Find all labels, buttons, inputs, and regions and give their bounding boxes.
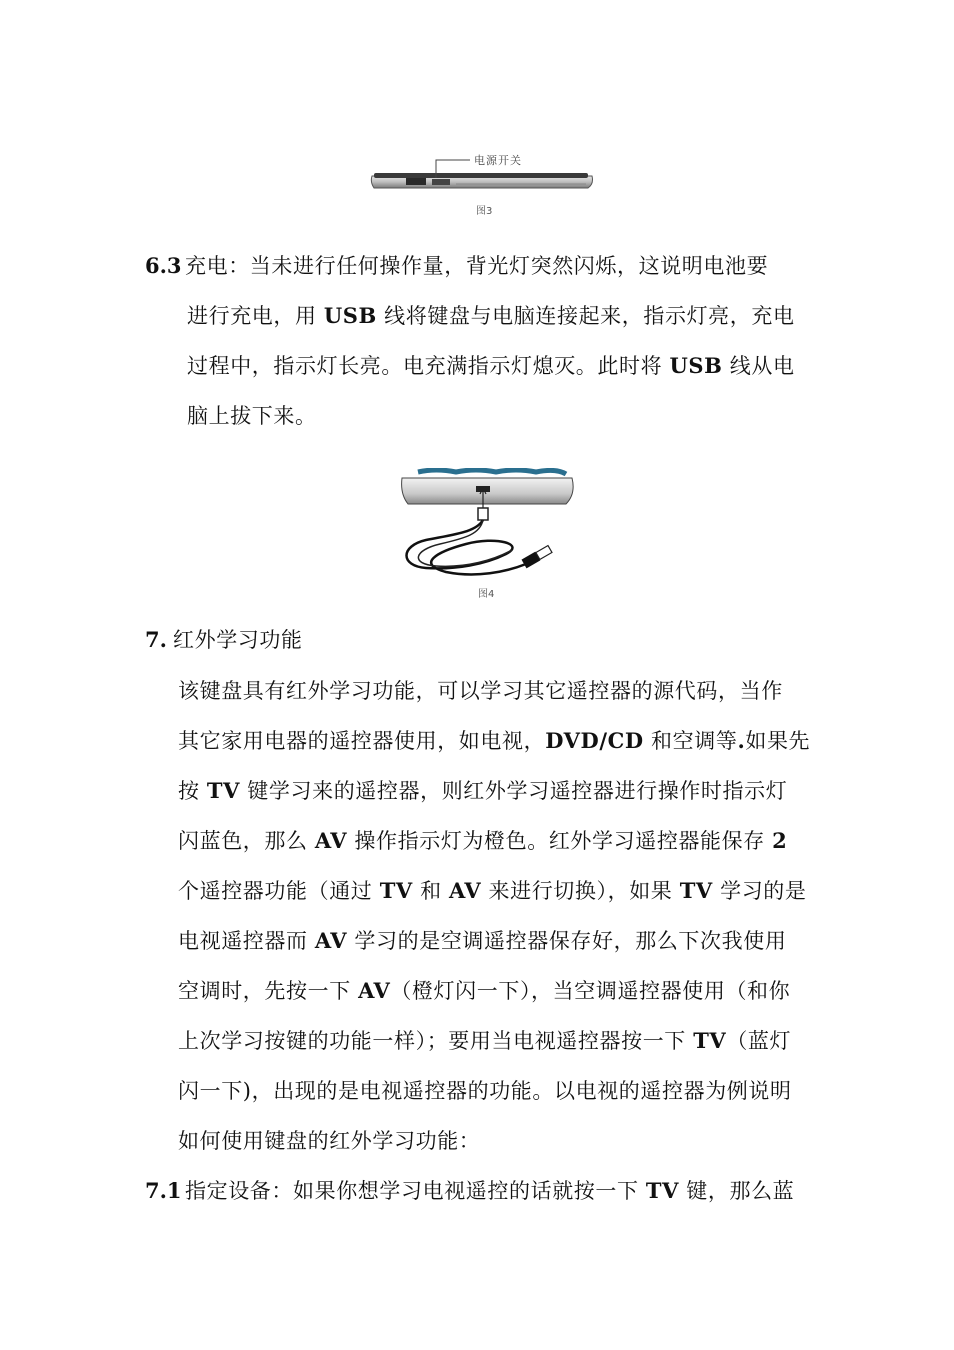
section-6-3-line: 进行充电，用 USB 线将键盘与电脑连接起来，指示灯亮，充电: [187, 303, 795, 328]
section-7-1-line: 指定设备：如果你想学习电视遥控的话就按一下 TV 键，那么蓝: [185, 1178, 795, 1203]
section-7-line: 按 TV 键学习来的遥控器，则红外学习遥控器进行操作时指示灯: [178, 778, 788, 803]
section-7-title: 红外学习功能: [173, 628, 303, 652]
section-7-number: 7.: [145, 627, 167, 652]
section-7-line: 如何使用键盘的红外学习功能：: [178, 1129, 481, 1153]
section-7-line: 上次学习按键的功能一样）；要用当电视遥控器按一下 TV（蓝灯: [178, 1028, 792, 1053]
section-7-line: 电视遥控器而 AV 学习的是空调遥控器保存好，那么下次我使用: [178, 928, 787, 953]
section-7-line: 该键盘具有红外学习功能，可以学习其它遥控器的源代码，当作: [178, 679, 783, 703]
section-7-line: 闪蓝色，那么 AV 操作指示灯为橙色。红外学习遥控器能保存 2: [178, 828, 788, 853]
section-7-line: 闪一下)，出现的是电视遥控器的功能。以电视的遥控器为例说明: [178, 1079, 792, 1103]
figure-4-caption: 图4: [478, 589, 495, 600]
section-7-line: 个遥控器功能（通过 TV 和 AV 来进行切换），如果 TV 学习的是: [178, 878, 807, 903]
section-7-1-number: 7.1: [145, 1178, 182, 1203]
section-6-3-line: 过程中，指示灯长亮。电充满指示灯熄灭。此时将 USB 线从电: [187, 353, 795, 378]
figure-4-usb-charging: [396, 468, 578, 584]
section-6-3-line: 充电：当未进行任何操作量，背光灯突然闪烁，这说明电池要: [185, 254, 769, 278]
power-switch-callout: 电源开关: [474, 154, 522, 167]
section-6-3-line: 脑上拔下来。: [187, 404, 317, 428]
figure-3-caption: 图3: [476, 206, 493, 217]
usb-cable-illustration: [396, 468, 578, 584]
section-6-3-number: 6.3: [145, 253, 182, 278]
section-7-line: 其它家用电器的遥控器使用，如电视，DVD/CD 和空调等.如果先: [178, 728, 811, 753]
section-7-line: 空调时，先按一下 AV（橙灯闪一下），当空调遥控器使用（和你: [178, 978, 791, 1003]
